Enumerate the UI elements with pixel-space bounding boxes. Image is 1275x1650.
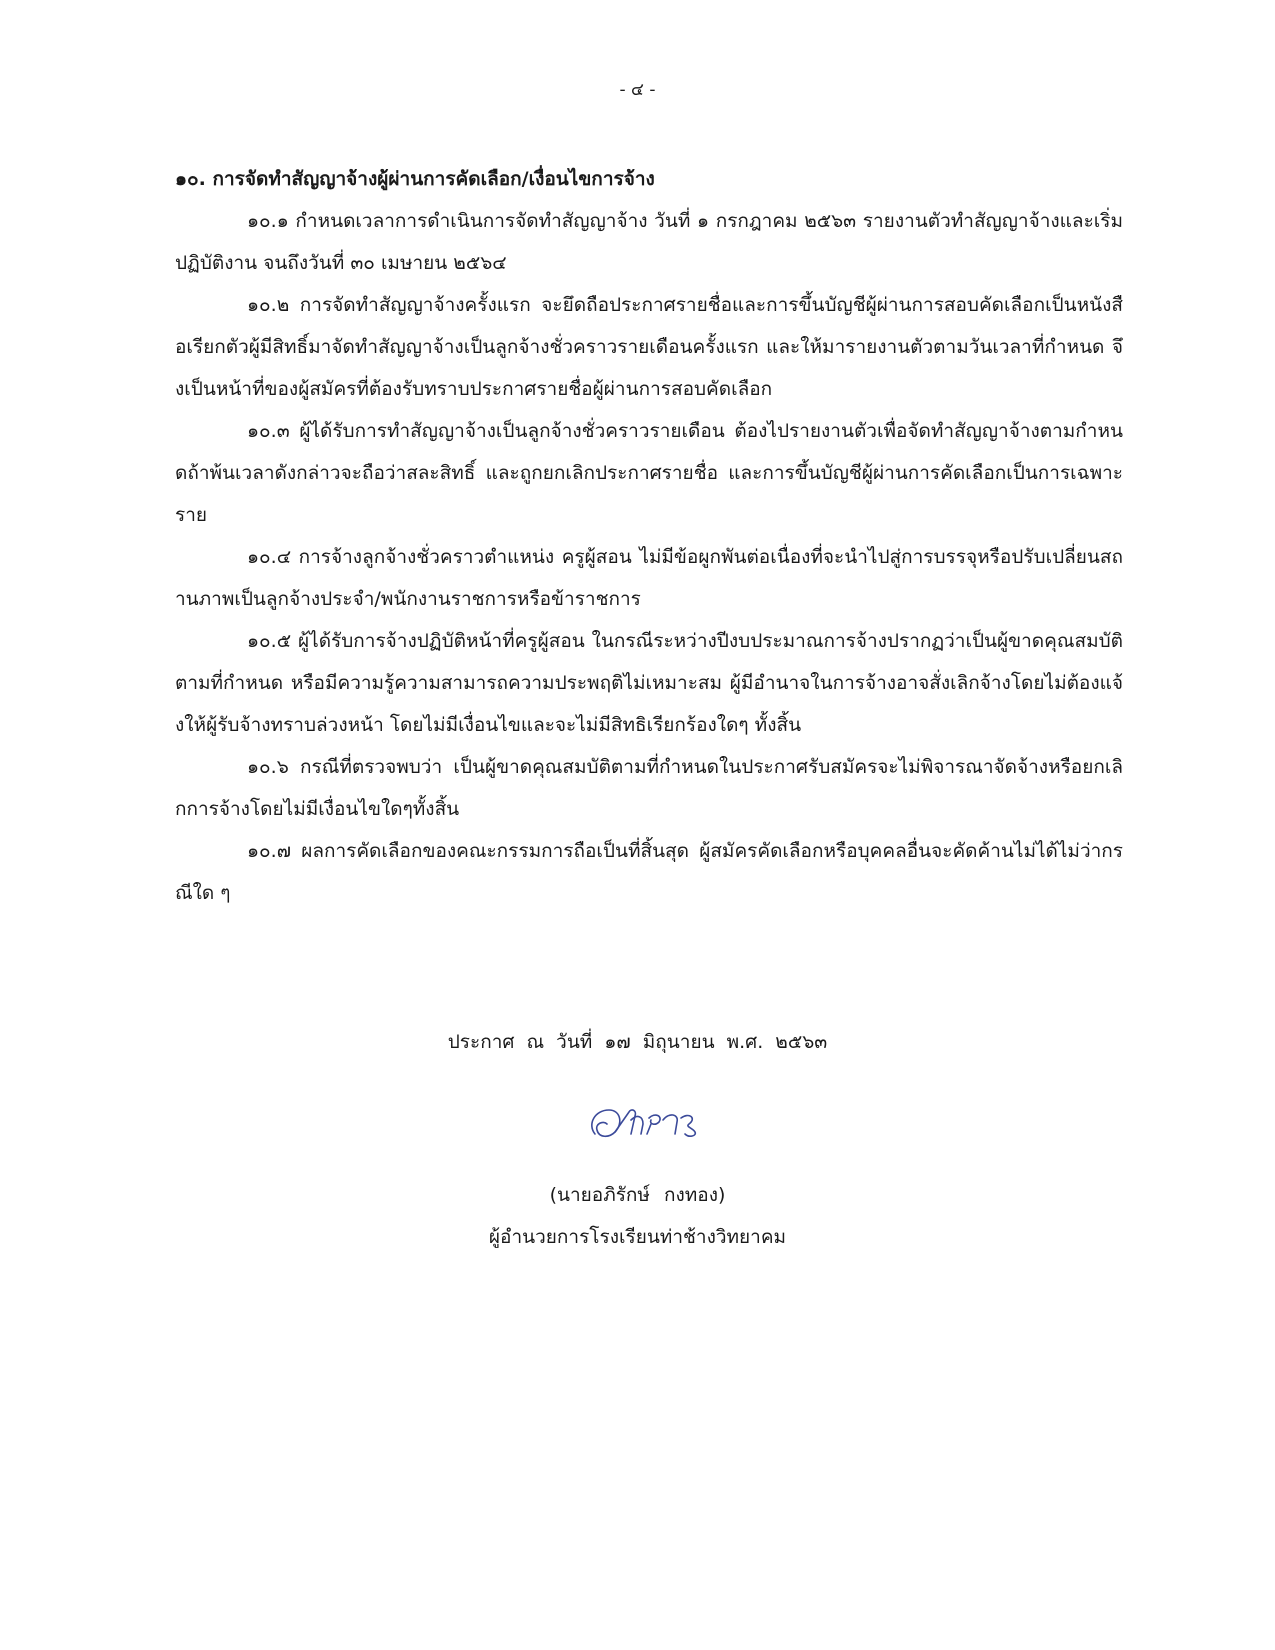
clause-10-7: ๑๐.๗ ผลการคัดเลือกของคณะกรรมการถือเป็นที่สิ้นสุด ผู้สมัครคัดเลือกหรือบุคคลอื่นจะคัดค้านไม่ได้ไม่ว่ากรณีใด ๆ	[175, 840, 1123, 904]
signer-title: ผู้อำนวยการโรงเรียนท่าช้างวิทยาคม	[488, 1226, 787, 1248]
document-body	[175, 158, 1123, 914]
clause-10-6: ๑๐.๖ กรณีที่ตรวจพบว่า เป็นผู้ขาดคุณสมบัติตามที่กำหนดในประกาศรับสมัครจะไม่พิจารณาจัดจ้างหรือยกเลิกการจ้างโดยไม่มีเงื่อนไขใดๆทั้งสิ้น	[175, 756, 1123, 820]
clause-10-3: ๑๐.๓ ผู้ได้รับการทำสัญญาจ้างเป็นลูกจ้างชั่วคราวรายเดือน ต้องไปรายงานตัวเพื่อจัดทำสัญญาจ้างตามกำหนดถ้าพ้นเวลาดังกล่าวจะถือว่าสละสิทธิ์ และถูกยกเลิกประกาศรายชื่อ และการขึ้นบัญชีผู้ผ่านการคัดเลือกเป็นการเฉพาะราย	[175, 420, 1123, 526]
clause-10-5: ๑๐.๕ ผู้ได้รับการจ้างปฏิบัติหน้าที่ครูผู้สอน ในกรณีระหว่างปีงบประมาณการจ้างปรากฏว่าเป็นผู้ขาดคุณสมบัติตามที่กำหนด หรือมีความรู้ความสามารถความประพฤติไม่เหมาะสม ผู้มีอำนาจในการจ้างอาจสั่งเลิกจ้างโดยไม่ต้องแจ้งให้ผู้รับจ้างทราบล่วงหน้า โดยไม่มีเงื่อนไขและจะไม่มีสิทธิเรียกร้องใดๆ ทั้งสิ้น	[175, 630, 1123, 736]
clause-10-2: ๑๐.๒ การจัดทำสัญญาจ้างครั้งแรก จะยึดถือประกาศรายชื่อและการขึ้นบัญชีผู้ผ่านการสอบคัดเลือกเป็นหนังสือเรียกตัวผู้มีสิทธิ์มาจัดทำสัญญาจ้างเป็นลูกจ้างชั่วคราวรายเดือนครั้งแรก และให้มารายงานตัวตามวันเวลาที่กำหนด จึงเป็นหน้าที่ของผู้สมัครที่ต้องรับทราบประกาศรายชื่อผู้ผ่านการสอบคัดเลือก	[175, 294, 1123, 400]
signature-image	[585, 1098, 715, 1148]
clause-10-1: ๑๐.๑ กำหนดเวลาการดำเนินการจัดทำสัญญาจ้าง วันที่ ๑ กรกฎาคม ๒๕๖๓ รายงานตัวทำสัญญาจ้างและเริ่มปฏิบัติงาน จนถึงวันที่ ๓๐ เมษายน ๒๕๖๔	[175, 210, 1123, 274]
clause-10-4: ๑๐.๔ การจ้างลูกจ้างชั่วคราวตำแหน่ง ครูผู้สอน ไม่มีข้อผูกพันต่อเนื่องที่จะนำไปสู่การบรรจุหรือปรับเปลี่ยนสถานภาพเป็นลูกจ้างประจำ/พนักงานราชการหรือข้าราชการ	[175, 546, 1123, 610]
page-number: - ๔ -	[619, 80, 656, 100]
section-heading: ๑๐. การจัดทำสัญญาจ้างผู้ผ่านการคัดเลือก/เงื่อนไขการจ้าง	[175, 168, 655, 190]
announcement-date: ประกาศ ณ วันที่ ๑๗ มิถุนายน พ.ศ. ๒๕๖๓	[447, 1031, 828, 1053]
signer-name: (นายอภิรักษ์ กงทอง)	[549, 1184, 726, 1206]
